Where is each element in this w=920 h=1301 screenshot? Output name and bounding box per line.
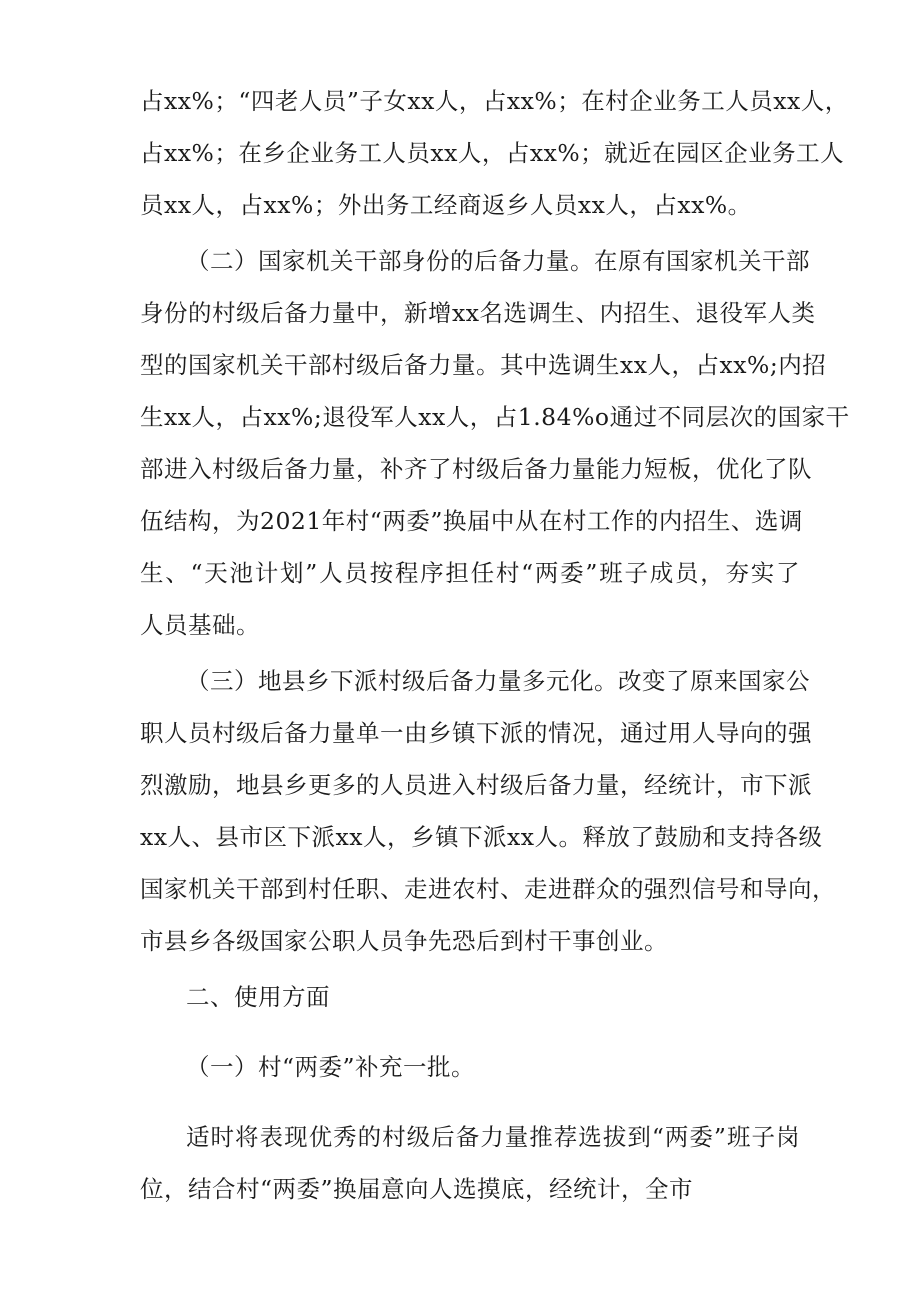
paragraph-line: 伍结构，为2021年村“两委”换届中从在村工作的内招生、选调: [140, 507, 803, 535]
paragraph-line: 人员基础。: [140, 611, 260, 639]
paragraph-line: 生xx人，占xx%;退役军人xx人，占1.84%o通过不同层次的国家干: [140, 403, 850, 431]
paragraph-line: 员xx人，占xx%；外出务工经商返乡人员xx人，占xx%。: [140, 191, 752, 219]
paragraph-line: 生、“天池计划”人员按程序担任村“两委”班子成员，夯实了: [140, 559, 800, 587]
subsection-heading: （一）村“两委”补充一批。: [186, 1053, 476, 1081]
paragraph-line: 市县乡各级国家公职人员争先恐后到村干事创业。: [140, 927, 668, 955]
paragraph-line: xx人、县市区下派xx人，乡镇下派xx人。释放了鼓励和支持各级: [140, 823, 823, 851]
paragraph-line: 职人员村级后备力量单一由乡镇下派的情况，通过用人导向的强: [140, 719, 812, 747]
paragraph-line: 烈激励，地县乡更多的人员进入村级后备力量，经统计，市下派: [140, 771, 812, 799]
section-heading: 二、使用方面: [186, 983, 330, 1011]
paragraph-line: 占xx%；“四老人员”子女xx人，占xx%；在村企业务工人员xx人，: [140, 87, 849, 115]
paragraph-line: 国家机关干部到村任职、走进农村、走进群众的强烈信号和导向，: [140, 875, 836, 903]
paragraph-line: 型的国家机关干部村级后备力量。其中选调生xx人，占xx%;内招: [140, 351, 827, 379]
paragraph-line: （二）国家机关干部身份的后备力量。在原有国家机关干部: [186, 247, 810, 275]
paragraph-line: 身份的村级后备力量中，新增xx名选调生、内招生、退役军人类: [140, 299, 816, 327]
paragraph-line: （三）地县乡下派村级后备力量多元化。改变了原来国家公: [186, 667, 810, 695]
paragraph-line: 位，结合村“两委”换届意向人选摸底，经统计，全市: [140, 1175, 694, 1203]
paragraph-line: 部进入村级后备力量，补齐了村级后备力量能力短板，优化了队: [140, 455, 812, 483]
paragraph-line: 占xx%；在乡企业务工人员xx人，占xx%；就近在园区企业务工人: [140, 139, 845, 167]
paragraph-line: 适时将表现优秀的村级后备力量推荐选拔到“两委”班子岗: [186, 1123, 800, 1151]
